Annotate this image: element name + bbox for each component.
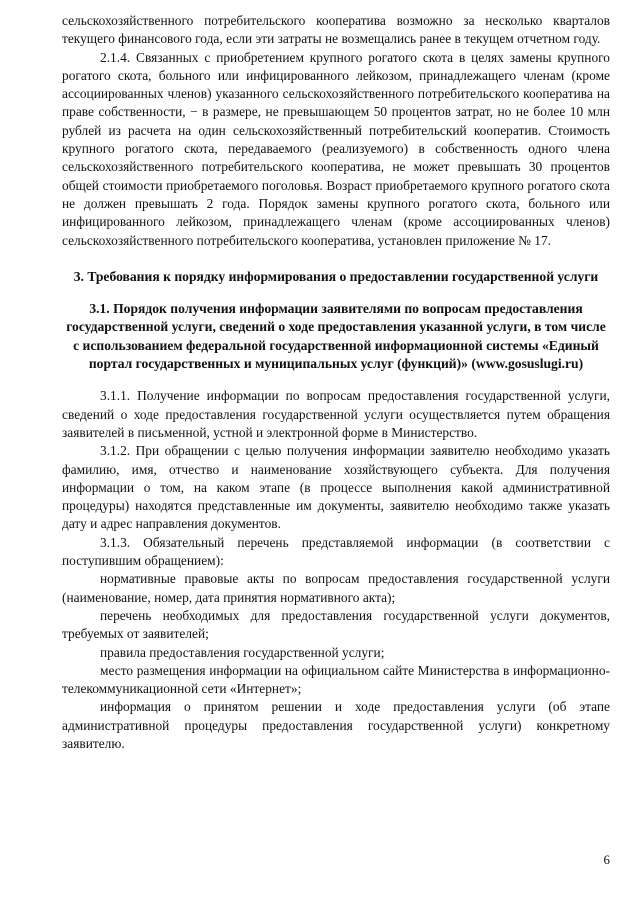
paragraph-continuation: сельскохозяйственного потребительского кооператива возможно за несколько кварталов текущего финансового года, если эти затраты не возмещались ранее в текущем отчетном году.: [62, 13, 610, 47]
list-item-documents: перечень необходимых для предоставления государственной услуги документов, требуемых от заявителей;: [62, 607, 610, 642]
list-item-decision-info: информация о принятом решении и ходе предоставления услуги (об этапе административной процедуры предоставления государственной услуги) конкретному заявителю.: [62, 699, 610, 751]
section-3-1-heading-text: 3.1. Порядок получения информации заявителями по вопросам предоставления государственной услуги, сведений о ходе предоставления указанной услуги, в том числе с использованием федеральной государственной информационной системы «Единый портал государственных и муниципальных услуг (функций)» (www.gosuslugi.ru): [66, 301, 606, 372]
paragraph-3-1-2: 3.1.2. При обращении с целью получения информации заявителю необходимо указать фамилию, имя, отчество и наименование хозяйствующего субъекта. Для получения информации о том, на каком этапе (в процессе выполнения какой административной процедуры) находятся представленные им документы, заявителю необходимо также указать дату и адрес направления документов.: [62, 443, 610, 532]
list-item-website: место размещения информации на официальном сайте Министерства в информационно-телекоммуникационной сети «Интернет»;: [62, 662, 610, 697]
document-page: [62, 12, 610, 753]
section-3-heading: [62, 268, 610, 286]
paragraph-2-1-4: 2.1.4. Связанных с приобретением крупного рогатого скота в целях замены крупного рогатого скота, больного или инфицированного лейкозом, принадлежащего членам (кроме ассоциированных членов) указанного сельскохозяйственного потребительского кооператива на праве собственности, − в размере, не превышающем 50 процентов затрат, но не более 10 млн рублей из расчета на один сельскохозяйственный потребительский кооператив. Стоимость крупного рогатого скота, передаваемого (реализуемого) в собственность одного члена сельскохозяйственного потребительского кооператива, не может превышать 30 процентов общей стоимости приобретаемого поголовья. Возраст приобретаемого крупного рогатого скота не должен превышать 2 года. Порядок замены крупного рогатого скота, больного или инфицированного лейкозом, принадлежащего членам (кроме ассоциированных членов) сельскохозяйственного потребительского кооператива, установлен приложение № 17.: [62, 49, 610, 248]
list-item-normative-acts: нормативные правовые акты по вопросам предоставления государственной услуги (наименование, номер, дата принятия нормативного акта);: [62, 571, 610, 605]
section-3-heading-text: 3. Требования к порядку информирования о предоставлении государственной услуги: [73, 268, 599, 284]
paragraph-3-1-1: 3.1.1. Получение информации по вопросам предоставления государственной услуги, сведений о ходе предоставления государственной услуги осуществляется путем обращения заявителей в письменной, устной и электронной форме в Министерство.: [62, 388, 610, 440]
section-3-1-heading: [62, 300, 610, 373]
paragraph-3-1-3: 3.1.3. Обязательный перечень представляемой информации (в соответствии с поступившим обращением):: [62, 534, 610, 569]
list-item-rules: правила предоставления государственной услуги;: [100, 644, 385, 660]
page-number: 6: [603, 852, 610, 867]
